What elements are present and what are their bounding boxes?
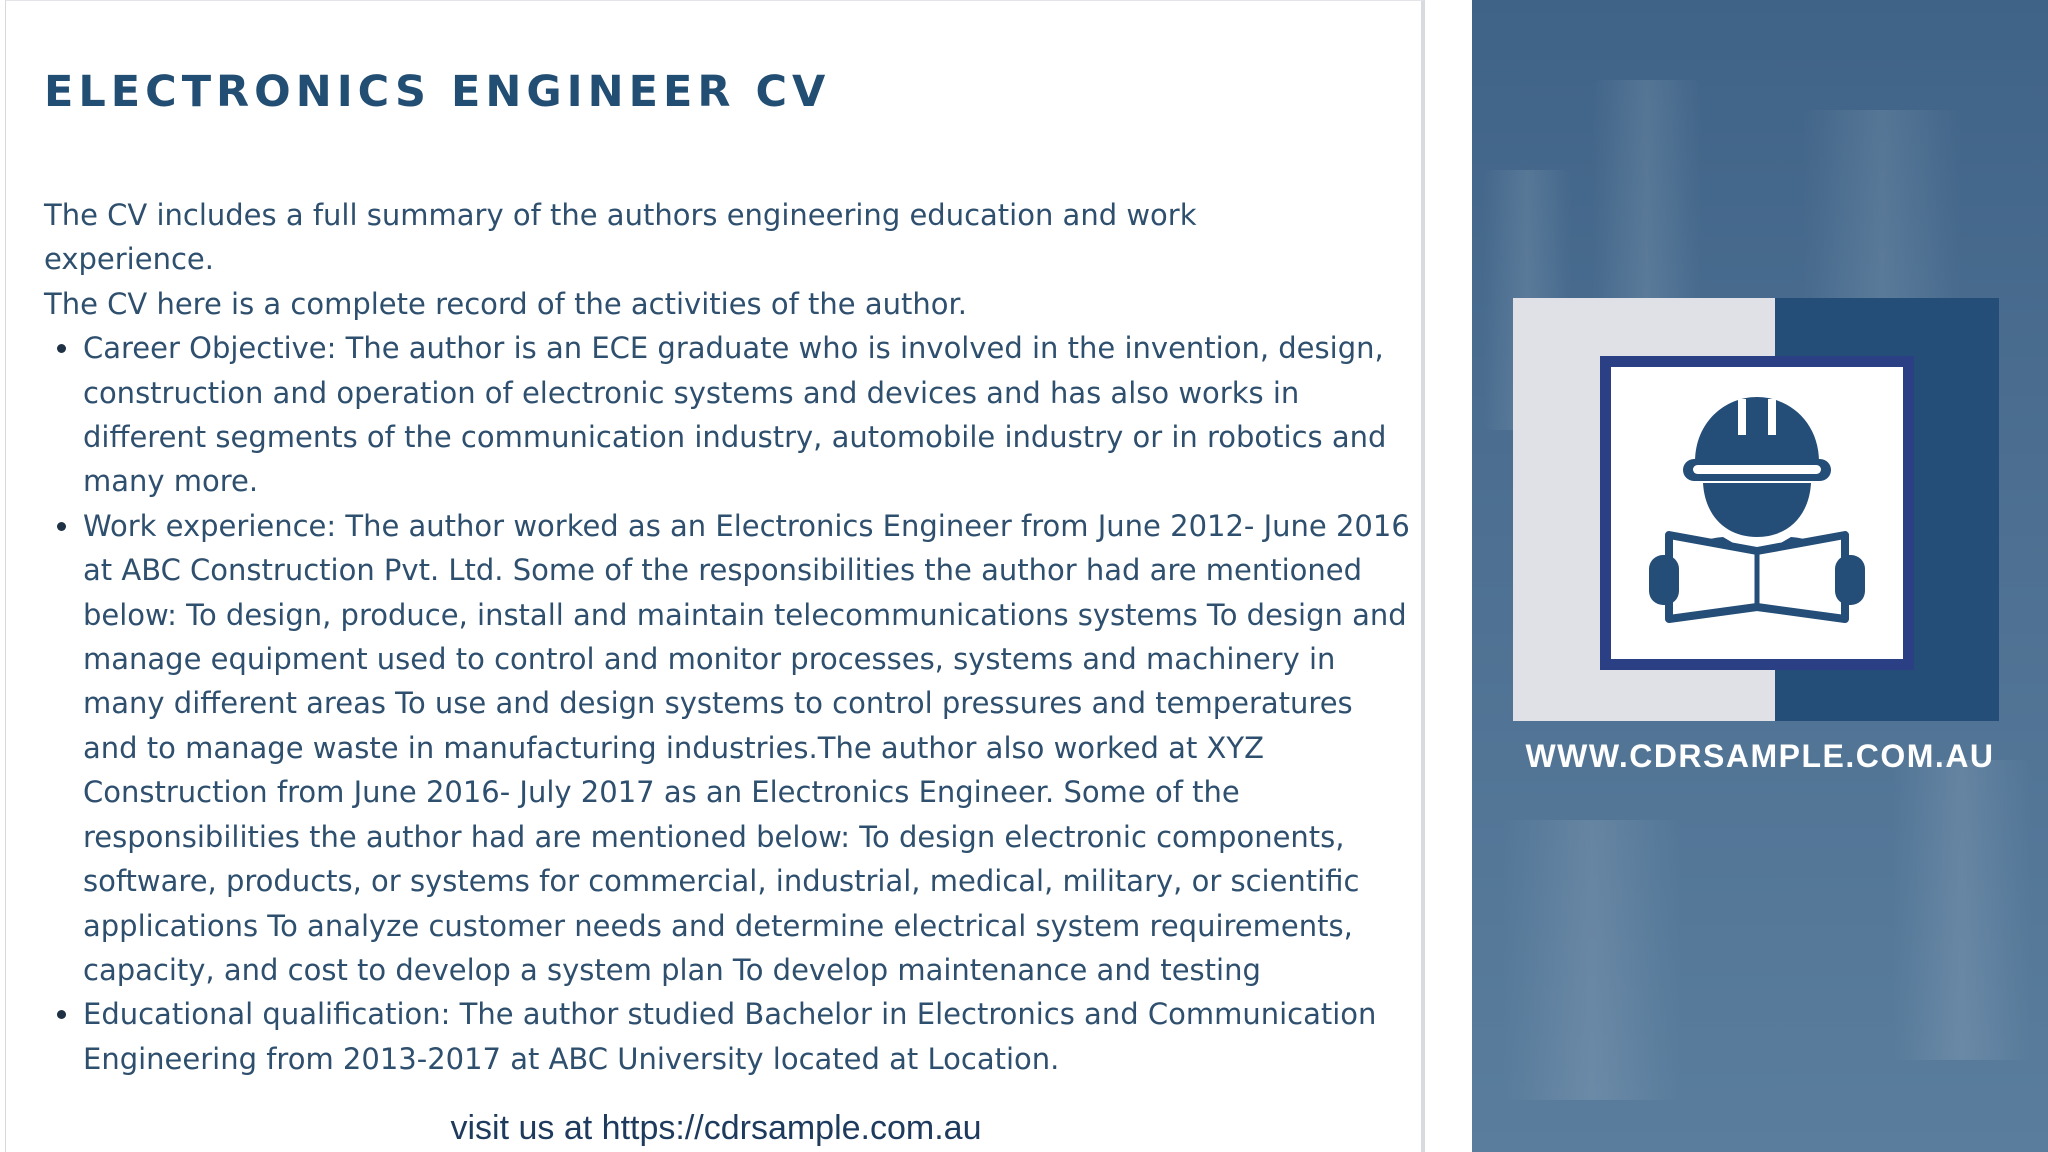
footer-website-link[interactable]: visit us at https://cdrsample.com.au xyxy=(450,1109,982,1147)
intro-line-1: The CV includes a full summary of the authors engineering education and work experience. xyxy=(44,198,1197,277)
sidebar-website-url[interactable]: WWW.CDRSAMPLE.COM.AU xyxy=(1525,738,1995,774)
cv-bullet-list xyxy=(44,326,1414,1081)
engineer-with-blueprint-icon xyxy=(1611,367,1903,659)
bullet-educational-qualification xyxy=(83,992,1414,1081)
bullet-text: Educational qualification: The author studied Bachelor in Electronics and Communication Engineering from 2013-2017 at ABC University located at Location. xyxy=(83,997,1377,1076)
cv-summary xyxy=(44,193,1414,1081)
intro-line-2: The CV here is a complete record of the activities of the author. xyxy=(44,286,967,321)
engineer-icon-frame xyxy=(1600,356,1914,670)
sidebar-panel xyxy=(1472,0,2048,1152)
bullet-text: Career Objective: The author is an ECE graduate who is involved in the invention, design, construction and operation of electronic systems and devices and has also works in different segments of the communication industry, automobile industry or in robotics and many more. xyxy=(83,331,1387,499)
bullet-career-objective xyxy=(83,326,1414,504)
background-beaker-shape xyxy=(1502,820,1682,1100)
background-beaker-shape xyxy=(1892,760,2032,1060)
background-beaker-shape xyxy=(1592,80,1702,320)
background-beaker-shape xyxy=(1802,110,1962,310)
bullet-text: Work experience: The author worked as an Electronics Engineer from June 2012- June 2016 at ABC Construction Pvt. Ltd. Some of the responsibilities the author had are mentioned below: To design, produce, install and maintain telecommunications systems To design and manage equipment used to control and monitor processes, systems and machinery in many different areas To use and design systems to control pressures and temperatures and to manage waste in manufacturing industries.The author also worked at XYZ Construction from June 2016- July 2017 as an Electronics Engineer. Some of the responsibilities the author had are mentioned below: To design electronic components, software, products, or systems for commercial, industrial, medical, military, or scientific applications To analyze customer needs and determine electrical system requirements, capacity, and cost to develop a system plan To develop maintenance and testing xyxy=(83,508,1410,987)
bullet-dot-icon xyxy=(57,1010,66,1019)
bullet-dot-icon xyxy=(57,522,66,531)
bullet-work-experience xyxy=(83,504,1414,992)
bullet-dot-icon xyxy=(57,344,66,353)
content-panel xyxy=(5,0,1425,1152)
page-title: ELECTRONICS ENGINEER CV xyxy=(44,67,831,117)
